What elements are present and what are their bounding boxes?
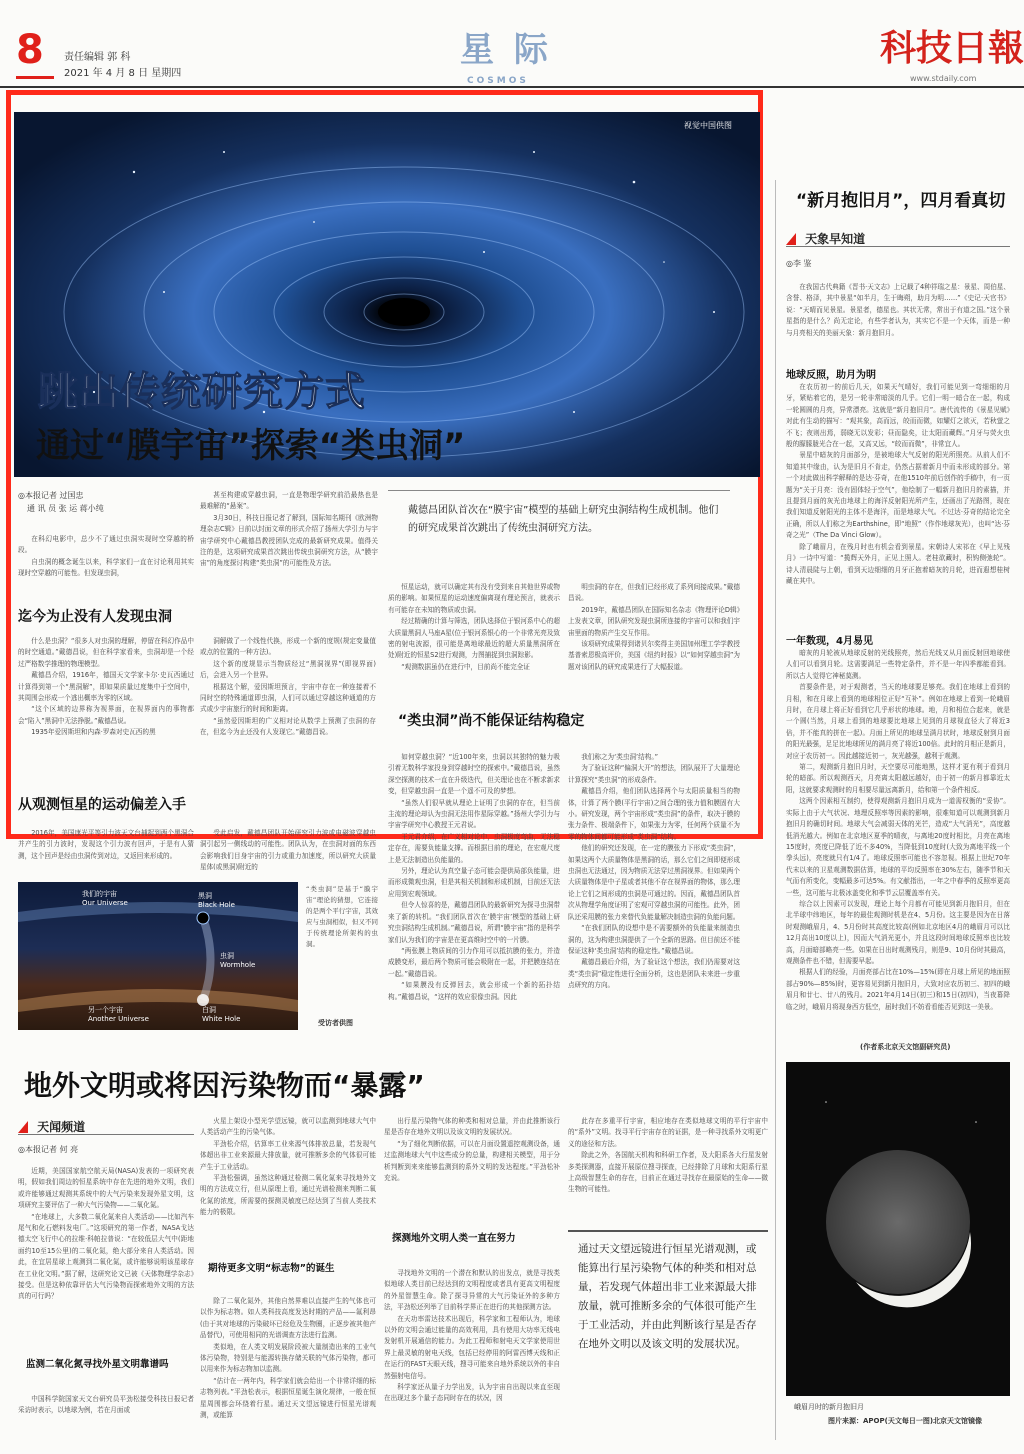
bottom-col1-after bbox=[18, 1394, 194, 1440]
column-flag-icon bbox=[18, 1121, 28, 1133]
label-white-hole-en: White Hole bbox=[202, 1015, 241, 1023]
label-wormhole-en: Wormhole bbox=[220, 961, 256, 969]
lead-col3-p3: “观测数据虽仍在进行中，目前尚不能完全证 bbox=[401, 662, 530, 671]
date-line: 2021 年 4 月 8 日 星期四 bbox=[64, 68, 182, 79]
masthead-rule bbox=[0, 86, 1024, 88]
side-column-name: 天象早知道 bbox=[805, 232, 866, 246]
lead-col2-top bbox=[200, 490, 378, 588]
bottom-col1-p2: “在地球上，大多数二氧化氮来自人类活动——比如汽车尾气和化石燃料发电厂。”这项研究的第一作者，NASA戈达德太空飞行中心的拉维·科帕拉普说：“在较低层大气中(距地面约10至15公里)的二氧化氮，绝大部分来自人类活动。因此，在宜居星球上观测到二氧化氮，或许能够说明该星球存在工业化文明。”据了解，这研究论文已被《天体物理学杂志》接受。但是这种依靠评估大气污染物而探索地外文明的方法真的可行吗？ bbox=[18, 1212, 194, 1301]
bottom-subhead-markers bbox=[208, 1262, 378, 1276]
sec1-col1-p2: 戴德昌介绍，1916年，德国天文学家卡尔·史瓦西通过计算得到第一个“黑洞解”，即如果质量过度集中于空间中，其周围会形成一个逃出概率为零的区域。 bbox=[18, 671, 194, 703]
bottom-col1-after-p1: 中国科学院国家天文台研究员平劲松接受科技日报记者采访时表示，以地球为例，若在月面或 bbox=[18, 1395, 194, 1415]
label-white-hole bbox=[202, 1006, 240, 1024]
sec3-col4-p1: 我们称之为‘类虫洞’结构。” bbox=[581, 753, 659, 761]
page-number: 8 bbox=[16, 27, 44, 73]
side-column-rule bbox=[786, 246, 1010, 247]
sec1-col1-p1: 什么是虫洞？“很多人对虫洞的理解，停留在科幻作品中的时空通道。”戴德昌说，但在科学家看来，虫洞却是一个经过严格数学推理的物理模型。 bbox=[18, 637, 194, 668]
section-subtitle: COSMOS bbox=[467, 76, 529, 86]
subhead-star-motion: 从观测恒星的运动偏差入手 bbox=[18, 797, 186, 813]
label-black-hole bbox=[198, 892, 235, 910]
side-p4: 除了峨眉月，在残月时也有机会看到景星。宋朝诗人宋祁在《早上见残月》一诗中写道：“揽辉天外月，正见上照人。老桂欲藏时，积钩侧弛轮”。诗人清晨陡与上朝，看到天边细细的月牙正抱着暗灰的月轮，进而遐想桂树藏在其中。 bbox=[786, 542, 1010, 585]
side-para-1 bbox=[786, 282, 1010, 370]
page-number-underline bbox=[16, 76, 54, 79]
right-column-divider bbox=[775, 180, 776, 1440]
sec1-col2-p4: “虽然爱因斯坦的广义相对论从数学上预测了虫洞的存在，但迄今为止还没有人发现它。”戴德昌说。 bbox=[200, 716, 376, 737]
lead-col3-p1: 恒星运动，就可以确定其有没有受到来自其他世界或物质的影响。如果恒星的运动速度偏离现有理论预言，就表示有可能存在未知的物质或虫洞。 bbox=[388, 583, 560, 614]
sec3-col3 bbox=[388, 752, 560, 1034]
lead-col4-p3: 该项研究成果得到诸贝尔奖得主美国加州理工学学教授基普索恩极高评价，美国《纽约时报》以“如何穿越虫洞”为题对该团队的研究成果进行了大幅报道。 bbox=[568, 640, 740, 671]
side-p7: 第二，观测新月抱旧月时，天空要尽可能地黑，这样才更有利于看到月轮的暗部。所以观测西天，月亮离太阳越远越好，由于初一的新月都靠近太阳，这就要求观测时的月相要尽量远离新月，给和第一个条件相反。 bbox=[786, 763, 1010, 794]
side-byline: ◎李 鉴 bbox=[786, 259, 812, 268]
side-p5: 暗灰的月轮被从地球反射的光线照亮，然后光线又从月面反射回地球使人们可以看到月轮。这需要满足一些特定条件，并不是一年四季都能看到。所以古人觉得它神秘莫测。 bbox=[786, 649, 1010, 680]
paper-logo: 科技日報 bbox=[880, 27, 1024, 69]
side-subhead-april: 一年数现，4月易见 bbox=[786, 636, 873, 647]
label-wormhole bbox=[220, 952, 255, 970]
summary-text: 戴德昌团队首次在“膜宇宙”模型的基础上研究虫洞结构生成机制。他们的研究成果首次跳出了传统虫洞研究方法。 bbox=[408, 505, 719, 534]
brane-graphic bbox=[18, 882, 298, 1030]
byline-correspondent: 通 讯 员 张 运 蒋小纯 bbox=[27, 504, 104, 513]
bottom-col2-p2: 平劲松介绍，估算率工业来源气体排放总量，若发现气体超出非工业来源最大排放量，就可推断多余的气体很可能产生于工业活动。 bbox=[200, 1139, 376, 1171]
label-another-universe-cn: 另一个宇宙 bbox=[88, 1006, 123, 1014]
label-our-universe-cn: 我们的宇宙 bbox=[82, 890, 117, 898]
side-para-3 bbox=[786, 648, 1010, 1038]
bottom-col2-p3: 平劲松强调，虽然这种通过检测二氧化氮来寻找地外文明的方法成立行，但从原理上看，通过光谱检测来判断二氧化氮的浓度，所需要的探测灵敏度已经达到了当前人类技术能力的极限。 bbox=[200, 1174, 376, 1217]
bottom-col2-after-p2: 类似地，在人类文明发展阶段被大量制造出来的工业气体污染物，特别是与能源转换存储关联的气体污染物，都可以用来作为标志物加以监测。 bbox=[200, 1342, 376, 1374]
bottom-subhead-search-text: 探测地外文明人类一直在努力 bbox=[392, 1233, 516, 1244]
bottom-column-rule bbox=[18, 1134, 194, 1135]
side-para-2 bbox=[786, 382, 1010, 628]
sec1-col2 bbox=[200, 636, 376, 768]
lead-col2-p2: 3月30日，科技日报记者了解到，国际知名期刊《欧洲物理杂志C辑》日前以封面文章的形式介绍了扬州大学引力与宇宙学研究中心戴德昌教授团队完成的最新研究成果。值得关注的是，这项研究成果首次跳出传统虫洞研究方法，从“膜宇宙”的角度探讨构建“类虫洞”的可能性及方法。 bbox=[200, 513, 378, 568]
moon-photo bbox=[786, 1062, 1010, 1396]
summary-box bbox=[388, 490, 730, 558]
side-headline: “新月抱旧月”，四月看真切 bbox=[796, 191, 1006, 211]
diagram-caption: “类虫洞”是基于“膜宇宙”理论的猜想，它连接的是两个平行宇宙，其效应与虫洞相似，但又不同于传统理论所架构的虫洞。 bbox=[306, 885, 378, 948]
bottom-col3-after bbox=[384, 1268, 560, 1440]
side-author-note: (作者系北京天文馆副研究员) bbox=[860, 1043, 951, 1051]
bottom-headline: 地外文明或将因污染物而“暴露” bbox=[24, 1069, 425, 1102]
bottom-col4-p1: 此存在多重平行宇宙，相应地存在类似地球文明的平行宇宙中的“系外”文明。找寻平行宇宙存在的证据，是一种寻找系外文明更广义的途径和方法。 bbox=[568, 1117, 768, 1148]
bottom-col3-p2: “为了细化判断依据，可以在月面设置遥控观测设备，通过监测地球大气中这些成分的总量，构建相关模型，用于分析判断到来来能够监测到的系外文明的发达程度。”平劲松补充说。 bbox=[384, 1139, 560, 1183]
sec3-col3-p5: 但令人惊喜的是，戴德昌团队的最新研究为探寻虫洞带来了新的转机。“我们团队首次在‘膜宇宙’模型的基础上研究虫洞结构生成机制。”戴德昌说，所谓“膜宇宙”指的是科学家们认为我们的宇宙是在更高维时空中的一片膜。 bbox=[388, 901, 560, 944]
sec3-col3-p1: 如何穿越虫洞？“近100年来，虫洞以其独特的魅力吸引着无数科学家投身到穿越时空的探索中。”戴德昌说，虽然深空探测的技术一直在升级迭代，但关理论也在不断求新求变，但穿越虫洞一直是一个遥不可及的梦想。 bbox=[388, 753, 560, 796]
side-p8: 这两个因素相互制约，使得观测新月抱旧月成为一道需权衡的“妥协”。实际上由于大气状况、地理反照率等因素的影响，很难知道可以观测到新月抱旧月的确切时间。地球大气会减弱天体的光芒，造成“大气消光”，高度越低消光越大。例如在北京地区夏季的晴夜，与离地20度时相比，月亮在离地15度时，亮度已降低了近不多40%，当降低到10度时(大致为离地平线一个拳头远)，亮度就只有1/4了。地球反照率可能也不容忽视。根据上世纪70年代末以来的卫星观测数据估算，地球的平均反照率在30%左右，随季节和天气而有所变化，变幅最多可达5%。有文献指出，一年之中春季的反照率更高一些，这可能与北极冰盖变化和季节云层覆盖率有关。 bbox=[786, 797, 1010, 897]
sec3-col4-p5: “在我们团队的设想中是不需要额外的负能量来制造虫洞的，这为构建虫洞提供了一个全新的思路。但目前还不能保证这种‘类虫洞’结构的稳定性。”戴德昌说。 bbox=[568, 924, 740, 955]
pull-quote-text: 通过天文望远镜进行恒星光谱观测，或能算出行星污染物气体的种类和相对总量，若发现气体超出非工业来源最大排放量，就可推断多余的气体很可能产生于工业活动，并由此判断该行星是否存在地外文明以及该文明的发展状况。 bbox=[578, 1243, 757, 1350]
sec1-col2-p1: 洞解做了一个线性代换，形成一个新的度规(规定变量值或点的位置的一种方法)。 bbox=[200, 637, 376, 657]
bottom-subhead-no2-text: 监测二氧化氮寻找外星文明靠谱吗 bbox=[26, 1359, 169, 1370]
side-p10: 根据人们的经验，月面亮部占比在10%—15%(即在月球上所见的地面照部占90%—85%)时，更容易见到新月抱旧月，大致对应农历初三、初四的峨眉月和廿七、廿八的残月。2021年4月14日(初三)和15日(初四)，当夜幕降临之时，峨眉月将现身西方低空，届时我们不妨看看能否见到这一美景。 bbox=[786, 968, 1010, 1011]
lead-col2-p1: 甚至构建或穿越虫洞，一直是物理学研究前沿最热也是最难解的“悬案”。 bbox=[200, 491, 378, 511]
pull-quote bbox=[568, 1230, 768, 1440]
label-white-hole-cn: 白洞 bbox=[202, 1006, 216, 1014]
side-p2: 在农历初一的前后几天，如果天气晴好，我们可能见到一弯细细的月牙，紧贴着它的，是另一轮非常暗淡的几乎。它们一明一暗合在一起，构成一轮圆圆的月亮，异常漂亮。这就是“新月抱旧月”。唐代流传的《景星见赋》对此有生动的描写：“观其象，高而远，皎而而微，如耀灯之欲灭，若秋萤之不飞；夜则出焉，弱晓无以发彩；昼而隐矣，让太阳而藏辉。”月牙与荧火虫般的朦朦胧光合在一起，又高又远，“皎而而微”，非常宜人。 bbox=[786, 383, 1010, 449]
sec3-col4-p2: 为了验证这种“偏洞大开”的想法，团队展开了大量理论计算探究“类虫洞”的形成条件。 bbox=[568, 764, 740, 784]
summary-rule-top bbox=[388, 490, 730, 491]
sec2-col1-p1: 2016年，美国康光平等引力波天文台捕捉到两个黑洞合并产生的引力波时，发现这个引力波有回声，于是有人猜测，这个回声是经由虫洞传到对边，又返回来形成的。 bbox=[18, 829, 194, 860]
sec3-col4 bbox=[568, 752, 740, 1034]
lead-intro bbox=[18, 534, 194, 588]
label-wormhole-cn: 虫洞 bbox=[220, 952, 234, 960]
byline-reporter: ◎本报记者 过国忠 bbox=[18, 491, 84, 500]
lead-col3 bbox=[388, 582, 560, 688]
column-flag-icon bbox=[786, 233, 796, 245]
label-black-hole-en: Black Hole bbox=[198, 901, 235, 909]
sec2-col2-p1: 受此启发，戴德昌团队开始研究引力波或电磁波穿越虫洞引起另一侧线动的可能性。团队认为，在虫洞对面的东西会影响我们目身宇宙的引力或重力加速度，所以研究大质量星体(或黑洞)附近的 bbox=[200, 829, 376, 872]
bottom-col1-p1: 近期，美国国家航空航天局(NASA)发表的一项研究表明，假如我们周边的恒星系统中存在先进的地外文明，我们或许能够通过观测其系统中的大气污染来发现外星文明，这项研究主要评估了一种大气污染物——二氧化氮。 bbox=[18, 1167, 194, 1210]
lead-col4-p1: 明虫洞的存在，但我们已经形成了系列间接成果。”戴德昌说。 bbox=[568, 583, 740, 603]
lead-col4 bbox=[568, 582, 740, 688]
sec3-col3-p2: “虽然人们很早就从理论上证明了虫洞的存在，但当前主流的理论却认为虫洞无法用作星际穿越。”扬州大学引力与宇宙学研究中心教授王元君说。 bbox=[388, 798, 560, 830]
sec2-col2 bbox=[200, 828, 376, 872]
bottom-col3-after-p3: 科学家还从量子力学出发，认为宇宙自出现以来直至现在出现过多个量子态同时存在的状况，因 bbox=[384, 1383, 560, 1403]
image-credit: 视觉中国供图 bbox=[684, 121, 732, 130]
side-p3: 景星中暗灰的月面部分，是被地球大气反射的阳光所照亮。从前人们不知道其中缘由，认为是旧月不肯走，仍然占据着新月中而未形成的部分。第一个对此做出科学解释的是达·芬奇，在他1510年前后创作的手稿中，有一页题为“关于月亮：没有固体轻于空气”，他绘制了一幅新月抱旧月的素描，并且提到月面的灰光由地球上的海洋反射阳光所产生，还画出了光路图，现在我们知道反射阳光的主体不是海洋，而是地球大气。不过达·芬奇的结论完全正确，所以人们称之为Earthshine，即“地照”（作作地球灰光），也叫“达·芬奇之光”（The Da Vinci Glow）。 bbox=[786, 451, 1010, 540]
moon-caption: 峨眉月时的新月抱旧月 bbox=[794, 1403, 864, 1411]
lead-intro-p2: 自虫洞的概念诞生以来，科学家们一直在讨论利用其实现时空穿越的可能性。但发现虫洞， bbox=[18, 557, 194, 578]
label-black-hole-cn: 黑洞 bbox=[198, 892, 212, 900]
bottom-subhead-markers-text: 期待更多文明“标志物”的诞生 bbox=[208, 1263, 335, 1274]
sec1-col2-p2: 这个新的度规显示当物质经过“黑洞视界”(即视界面)后，会进入另一个世界。 bbox=[200, 659, 376, 680]
headline-sub: 通过“膜宇宙”探索“类虫洞” bbox=[36, 426, 466, 466]
label-another-universe-en: Another Universe bbox=[88, 1015, 149, 1023]
side-p1: 在我国古代典籍《晋书·天文志》上记载了4种祥瑞之星：景星、周伯星、含誉、格泽，其中景星“如半月，生于晦朔，助月为明……”《史记·天官书》说：“天晴而见景星。景星者，德星也。其状无常，常出于有道之国。”这个景星指的是什么？尚无定论，有些学者认为，其实它不是一个天体，而是一种与月亮相关的美丽天象：新月抱旧月。 bbox=[786, 283, 1010, 337]
bottom-subhead-no2 bbox=[26, 1358, 196, 1372]
sec3-col4-p4: 他们的研究还发现，在一定的膜张力下形成“类虫洞”，如果这两个大质量物体是黑洞的话，那么它们之间即便形成虫洞也无法通过，因为物质无法穿过黑洞视界。但如果两个大质量物体是中子星或者其他不存在视界面的物体，那么理论上它们之间形成的虫洞是可通过的。因而，戴德昌团队首次从物理学角度证明了宏观可穿越虫洞的可能性。此外，团队还采用膜的张力来替代负能量解决制造虫洞的负能问题。 bbox=[568, 844, 740, 921]
side-column-tag bbox=[786, 228, 1010, 246]
brane-diagram bbox=[18, 882, 298, 1030]
sec1-col2-p3: 根据这个解，爱因斯坦预言，宇宙中存在一种连接着不同时空的特殊通道即虫洞，人们可以通过穿越这种通道的方式或少宇宙旅行的时间和距离。 bbox=[200, 682, 376, 714]
bottom-col3 bbox=[384, 1116, 560, 1224]
diagram-credit: 受访者供图 bbox=[318, 1019, 353, 1027]
sec1-col1 bbox=[18, 636, 194, 768]
subhead-unstable: “类虫洞”尚不能保证结构稳定 bbox=[398, 713, 585, 729]
sec3-col3-p7: “如果膜没有反弹回去，就会形成一个新的拓扑结构。”戴德昌说，“这样的效应很像虫洞。因此 bbox=[388, 981, 560, 1001]
label-another-universe bbox=[88, 1006, 149, 1024]
sec3-col4-p3: 戴德昌介绍，他们团队选择两个与太阳质量相当的物体，计算了两个膜(平行宇宙)之间合理的张力值和膜固有大小。研究发现，两个宇宙形成“类虫洞”的条件，取决于膜的张力条件、极端条件下，如果张力为零，任何两个质量不为零的物体间都可能形成“类虫洞”结构。 bbox=[568, 787, 740, 841]
bottom-col2-after-p3: “估计在一两年内，科学家们就会给出一个非常详细的标志物列表。”平劲松表示，根据恒星诞生演化规律，一般在恒星周围都会环绕着行星。通过天文望远镜进行恒星光谱观测，或能算 bbox=[200, 1376, 376, 1420]
sec1-col1-p3: “这个区域的边界称为视界面，在视界面内的事物都会“陷入”黑洞中无法挣脱。”戴德昌说。 bbox=[18, 705, 194, 725]
bottom-col2-p1: 火星上架设小型光学望远镜，就可以监测到地球大气中人类活动产生的污染气体。 bbox=[200, 1117, 376, 1137]
bottom-col4 bbox=[568, 1116, 768, 1224]
bottom-col2-after bbox=[200, 1296, 376, 1440]
bottom-subhead-search bbox=[392, 1232, 560, 1246]
editor-line: 责任编辑 郭 科 bbox=[64, 52, 131, 63]
bottom-col3-p1: 出行星污染物气体的种类和相对总量，并由此推断该行星是否存在地外文明以及该文明的发展状况。 bbox=[384, 1117, 560, 1137]
subhead-no-wormhole: 迄今为止没有人发现虫洞 bbox=[18, 609, 172, 625]
lead-col4-p2: 2019年，戴德昌团队在国际知名杂志《物理评论D辑》上发表文章，团队研究发现虫洞所连接的宇宙可以和我们宇宙里面的物质产生交互作用。 bbox=[568, 605, 740, 637]
sec3-col4-p6: 戴德昌最后介绍，为了验证这个想法，我们仍需要对这类“类虫洞”稳定性进行全面分析，这也是团队未来进一步重点研究的方向。 bbox=[568, 958, 740, 990]
bottom-col4-p2: 除此之外，各国航天机构和科研工作者，及大阳系各大行星发射多类探测器，直接开展原位搜寻探查，已经排除了月球和太阳系行星上高级智慧生命的存在，目前正在通过寻找存在最原始的生命——微生物的可能性。 bbox=[568, 1151, 768, 1194]
bottom-column-tag bbox=[18, 1116, 194, 1134]
pull-quote-rule-top bbox=[568, 1230, 768, 1232]
bottom-col2 bbox=[200, 1116, 376, 1260]
bottom-col1 bbox=[18, 1166, 194, 1348]
side-p6: 首要条件是，对于观测者，当天的地球要足够亮。我们在地球上看到的月相，和在月球上看到的地球相位正好“互补”。例如在地球上看到一轮峨眉月时，在月球上将正好看到它几乎形状的地球。地，月和相位合起来，就是一个圆(当然，月球上看到的地球要比地球上见到的月球视直径大了将近3倍，并不能真的拼在一起)。月面上所见的地球呈满月状时，地球反射到月面的阳光最强，足足比地球所见的满月亮了将近100倍。此时的月相正是新月，对应于农历初一。因此越接近初一，灰光越强，越利于观测。 bbox=[786, 683, 1010, 760]
label-our-universe-en: Our Universe bbox=[82, 899, 128, 907]
sec2-col1 bbox=[18, 828, 194, 872]
headline-main: 跳出传统研究方式 bbox=[38, 369, 366, 415]
side-p9: 综合以上因素可以发现，理论上每个月都有可能见到新月抱旧月，但在北半球中纬地区，每年的最佳观测时机是在4、5月份。这主要是因为在日落时观测峨眉月，4、5月份时其高度比较高(例如北京地区4月的峨眉月可以比12月高出10度以上)，因而大气消光更小，并且这段时间地球反照率也比较高，月面暗部略亮一些。如果在日出时观测残月，则是9、10月份时其最高，观测条件也不错，但需要早起。 bbox=[786, 899, 1010, 965]
moon-credit: 图片来源：APOP(天文每日一图)北京天文馆镜像 bbox=[828, 1417, 983, 1425]
sec3-col3-p4: 另外，理论认为真空量子态可能会提供局部负能量，进而形成微观虫洞，但是其相关机制和形成机制，目前还无法应用到宏观领域。 bbox=[388, 867, 560, 898]
masthead bbox=[0, 0, 1024, 86]
bottom-byline: ◎本报记者 何 亮 bbox=[18, 1145, 79, 1154]
lead-col3-p2: 经过精确的计算与筛选，团队选择位于银河系中心的超大质量黑洞人马座A星(位于银河系银心的一个非常光亮及致密的射电波源，很可能是离地球最近的超大质量黑洞所在处)附近的恒星S2进行观测，力图捕捉到虫洞踪影。 bbox=[388, 617, 560, 660]
bottom-col3-after-p2: 在天功率雷达技术出现后，科学家和工程师认为，地球以外的文明会通过能量的高效利用，具有使用大功率无线电发射机开展通信的能力。为此工程师和射电天文学家使用世界上最灵敏的射电天线，包括已经停用的阿雷西博天线和正在运行的FAST天眼天线，搜寻可能来自地外系统以外的非自然强射电信号。 bbox=[384, 1314, 560, 1380]
bottom-col2-after-p1: 除了二氧化氮外，其他自然界难以直接产生的气体也可以作为标志物。如人类科技高度发达时期的产品——氟利昂(由于其对地球的污染破坏已经危及生物圈，正逐步被其他产品替代)，可使用相同的光谱调查方法进行监测。 bbox=[200, 1297, 376, 1340]
section-title: 星 际 bbox=[460, 30, 552, 70]
label-our-universe bbox=[82, 890, 128, 908]
side-subhead-earthshine: 地球反照，助月为明 bbox=[786, 370, 876, 381]
sec3-col3-p3: 王元君介绍，在广义相对论中，虫洞极度弯曲，无法稳定存在，需要负能量支撑。而根据目前的理论，在宏观尺度上是无法制造出负能量的。 bbox=[388, 832, 560, 864]
paper-url: www.stdaily.com bbox=[910, 74, 977, 83]
bottom-column-name: 天闻频道 bbox=[37, 1120, 86, 1134]
crescent-moon-graphic bbox=[786, 1062, 1010, 1396]
bottom-col3-after-p1: 寻找地外文明的一个潜在和默认的出发点，就是寻找类似地球人类目前已经达到的文明程度或者具有更高文明程度的外星智慧生命。除了探寻异常的大气污染证外的多种方法，平劲松还列举了目前科学界正在进行的其他探测方法。 bbox=[384, 1269, 560, 1312]
sec3-col3-p6: “两张膜上物质间的引力作用可以抵抗膜的张力，并造成膜变形，最后两个物质可能会吸附在一起，并把膜连结在一起。”戴德昌说。 bbox=[388, 946, 560, 978]
sec1-col1-p4: 1935年爱因斯坦和内森·罗森对史瓦西的黑 bbox=[31, 728, 156, 737]
lead-intro-p1: 在科幻电影中，总少不了通过虫洞实现时空穿越的桥段。 bbox=[18, 535, 194, 555]
